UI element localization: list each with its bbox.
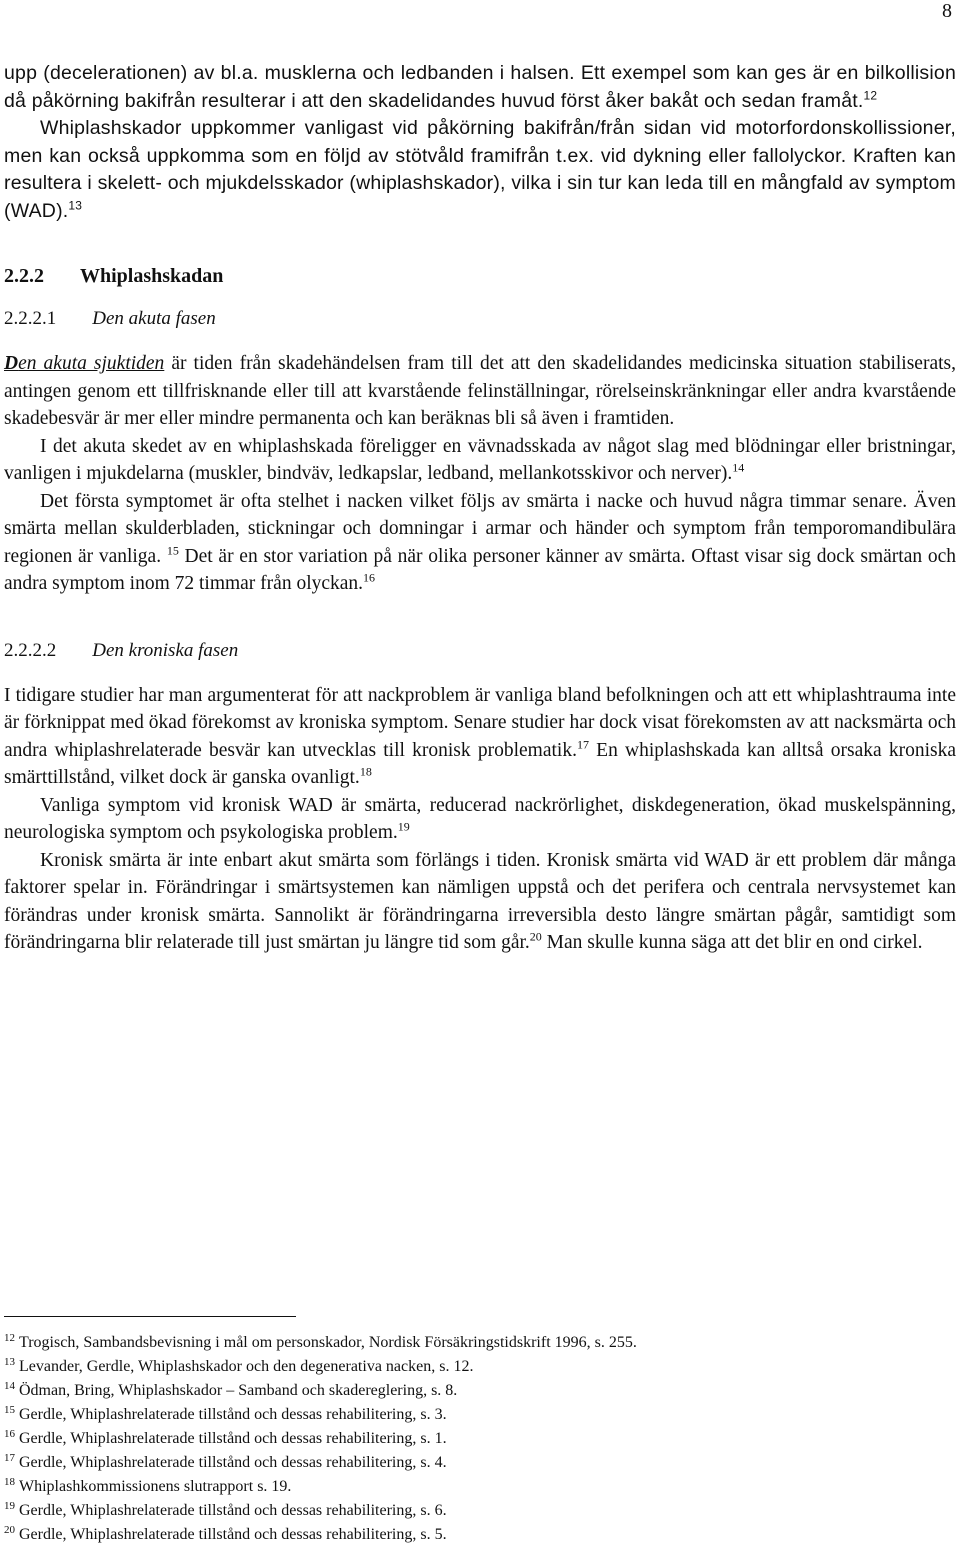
paragraph-2 — [4, 115, 956, 225]
defined-term-rest: en akuta sjuktiden — [18, 353, 165, 374]
footnote-text: Gerdle, Whiplashrelaterade tillstånd och dessas rehabilitering, s. 1. — [19, 1430, 447, 1447]
footnote-text: Gerdle, Whiplashrelaterade tillstånd och dessas rehabilitering, s. 5. — [19, 1526, 447, 1543]
paragraph-4 — [4, 433, 956, 488]
paragraph-7-text: Vanliga symptom vid kronisk WAD är smärta, reducerad nackrörlighet, diskdegeneration, ökad muskelspänning, neurologiska symptom och psykologiska problem. — [4, 794, 956, 843]
footnote — [4, 1523, 956, 1547]
paragraph-5-text-b: Det är en stor variation på när olika personer känner av smärta. Oftast visar sig dock smärtan och andra symptom inom 72 timmar från olyckan. — [4, 545, 956, 594]
defined-term — [4, 353, 164, 374]
footnote-text: Trogisch, Sambandsbevisning i mål om personskador, Nordisk Försäkringstidskrift 1996, s. 255. — [19, 1334, 637, 1351]
subsection-number: 2.2.2.1 — [4, 308, 57, 329]
footnote — [4, 1499, 956, 1523]
footnote-number: 15 — [4, 1403, 15, 1416]
footnote — [4, 1355, 956, 1379]
footnote-text: Gerdle, Whiplashrelaterade tillstånd och dessas rehabilitering, s. 4. — [19, 1454, 447, 1471]
footnote-ref-15[interactable]: 15 — [166, 543, 179, 557]
footnote-number: 14 — [4, 1379, 15, 1392]
footnotes — [4, 1331, 956, 1547]
section-number: 2.2.2 — [4, 265, 44, 287]
paragraph-4-text: I det akuta skedet av en whiplashskada föreligger en vävnadsskada av något slag med blödningar eller bristningar, vanligen i mjukdelarna (muskler, bindväv, ledkapslar, ledband, mellankotsskivor och nerver). — [4, 435, 956, 484]
footnote — [4, 1427, 956, 1451]
paragraph-2-text-a: Whiplashskador uppkommer vanligast vid påkörning bakifrån/från sidan vid motorfordonskollissioner, men kan också uppkomma som en följd av stötvåld framifrån t.ex. vid dykning eller fallolyckor. — [4, 117, 956, 167]
footnote-text: Ödman, Bring, Whiplashskador – Samband och skadereglering, s. 8. — [19, 1382, 458, 1399]
paragraph-6-text-a: I tidigare studier har man argumenterat för att nackproblem är vanliga bland befolkningen och att ett whiplashtrauma inte är förknippat med ökad förekomst av kroniska symptom. Senare studier har dock visat förekomsten av att nacksmärta och andra whiplashrelaterade besvär kan utvecklas till kronisk problematik. — [4, 684, 956, 761]
paragraph-6-text-b: En whiplashskada kan alltså orsaka kroniska smärttillstånd, vilket dock är ganska ovanligt. — [4, 739, 956, 788]
footnote-number: 16 — [4, 1427, 15, 1440]
paragraph-1 — [4, 60, 956, 115]
footnote-number: 18 — [4, 1475, 15, 1488]
subsection-number: 2.2.2.2 — [4, 639, 57, 661]
footnote-ref-16[interactable]: 16 — [363, 570, 376, 585]
paragraph-8 — [4, 847, 956, 957]
section-title: Whiplashskadan — [80, 265, 224, 287]
paragraph-6 — [4, 682, 956, 792]
footnote-text: Levander, Gerdle, Whiplashskador och den degenerativa nacken, s. 12. — [19, 1358, 474, 1375]
footnote-number: 20 — [4, 1523, 15, 1536]
page-number: 8 — [942, 0, 952, 22]
footnote-text: Gerdle, Whiplashrelaterade tillstånd och dessas rehabilitering, s. 3. — [19, 1406, 447, 1423]
footnote-ref-12[interactable]: 12 — [863, 88, 878, 102]
footnote-ref-13[interactable]: 13 — [68, 198, 83, 212]
footnote — [4, 1403, 956, 1427]
paragraph-8-text-a: Kronisk smärta är inte enbart akut smärta som förlängs i tiden. Kronisk smärta vid WAD är ett problem där många faktorer spelar in. Förändringar i smärtsystemen kan nämligen uppstå och det perifera och centrala nervsystemet kan förändras under kronisk smärta. Sannolikt är förändringarna irreversibla desto längre smärtan pågår, samtidigt som förändringarna blir relaterade till just smärtan ju längre tid som går. — [4, 849, 956, 953]
subsection-title: Den kroniska fasen — [92, 639, 239, 661]
paragraph-7 — [4, 792, 956, 847]
footnote-text: Whiplashkommissionens slutrapport s. 19. — [19, 1478, 292, 1495]
defined-term-initial: D — [4, 353, 19, 374]
footnote-number: 17 — [4, 1451, 15, 1464]
footnote-ref-17[interactable]: 17 — [576, 737, 589, 751]
subsection-title: Den akuta fasen — [92, 308, 216, 329]
paragraph-1-text: upp (decelerationen) av bl.a. musklerna och ledbanden i halsen. Ett exempel som kan ges är en bilkollision då påkörning bakifrån resulterar i att den skadelidandes huvud först åker bakåt och sedan framåt. — [4, 62, 956, 112]
paragraph-8-text-b: Man skulle kunna säga att det blir en ond cirkel. — [541, 932, 923, 953]
footnote — [4, 1331, 956, 1355]
paragraph-3 — [4, 350, 956, 433]
footnote — [4, 1475, 956, 1499]
paragraph-3-text: är tiden från skadehändelsen fram till det att den skadelidandes medicinska situation stabiliserats, antingen genom ett tillfrisknande eller till att kvarstående felinställningar, rörelseinskränkningar eller andra kvarstående skadebesvär är mer eller mindre permanenta och kan beräknas bli så även i framtiden. — [4, 353, 956, 429]
footnote-number: 13 — [4, 1355, 15, 1368]
footnote-ref-18[interactable]: 18 — [359, 764, 372, 779]
footnote-text: Gerdle, Whiplashrelaterade tillstånd och dessas rehabilitering, s. 6. — [19, 1502, 447, 1519]
footnote-number: 19 — [4, 1499, 15, 1512]
section-heading — [4, 265, 956, 288]
subsection-heading-chronic — [4, 640, 956, 662]
paragraph-5 — [4, 488, 956, 598]
footnote-ref-19[interactable]: 19 — [397, 819, 410, 834]
spacer — [4, 598, 956, 620]
footnote-separator — [4, 1316, 296, 1317]
paragraph-5-text-a: Det första symptomet är ofta stelhet i nacken vilket följs av smärta i nacke och huvud några timmar senare. Även smärta mellan skulderbladen, stickningar och domningar i armar och händer och symptom från temporomandibulära regionen är vanliga. — [4, 490, 956, 567]
footnote-number: 12 — [4, 1331, 15, 1344]
footnote-ref-14[interactable]: 14 — [732, 460, 745, 475]
footnote — [4, 1379, 956, 1403]
subsection-heading-acute — [4, 308, 956, 330]
footnote-ref-20[interactable]: 20 — [529, 929, 542, 944]
body-text — [4, 60, 956, 957]
paragraph-2-text-b: Kraften kan resultera i skelett- och mjukdelsskador (whiplashskador), vilka i sin tur kan leda till en mångfald av symptom (WAD). — [4, 144, 956, 222]
footnote — [4, 1451, 956, 1475]
